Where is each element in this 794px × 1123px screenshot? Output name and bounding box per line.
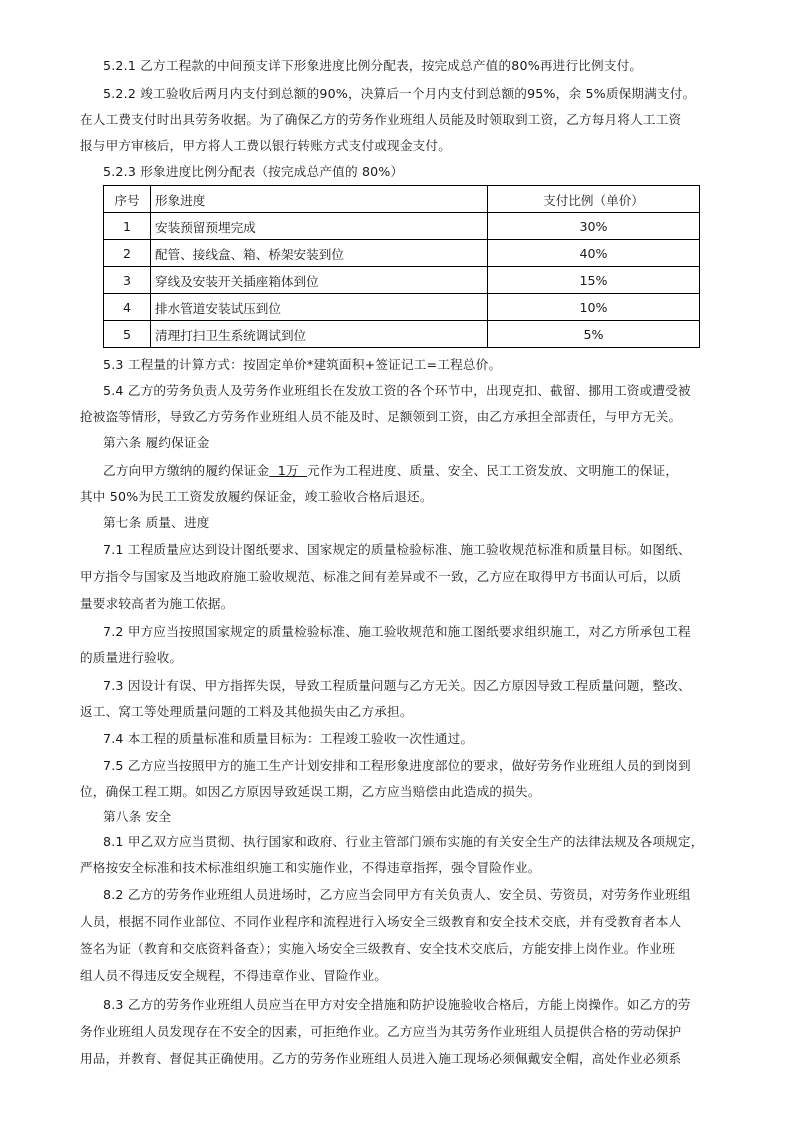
cell-progress: 安装预留预埋完成 [151, 213, 488, 240]
cell-index: 4 [104, 294, 151, 321]
cell-index: 1 [104, 213, 151, 240]
cell-progress: 穿线及安装开关插座箱体到位 [151, 267, 488, 294]
clause-5-4: 5.4 乙方的劳务负责人及劳务作业班组长在发放工资的各个环节中，出现克扣、截留、挪用工资或遭受被 [103, 383, 691, 398]
article-7-heading: 第七条 质量、进度 [103, 515, 210, 530]
article-8-heading: 第八条 安全 [103, 809, 172, 824]
deposit-prefix: 乙方向甲方缴纳的履约保证金 [103, 463, 270, 478]
header-ratio: 支付比例（单价） [488, 186, 700, 213]
clause-7-3: 7.3 因设计有误、甲方指挥失误，导致工程质量问题与乙方无关。因乙方原因导致工程质量问题，整改、 [103, 678, 691, 693]
clause-5-2-2: 5.2.2 竣工验收后两月内支付到总额的90%，决算后一个月内支付到总额的95%，余 5%质保期满支付。 [103, 86, 696, 101]
clause-7-1-cont-1: 甲方指令与国家及当地政府施工验收规范、标准之间有差异或不一致，乙方应在取得甲方书面认可后，以质 [80, 569, 682, 584]
clause-5-2-1: 5.2.1 乙方工程款的中间预支详下形象进度比例分配表，按完成总产值的80%再进行比例支付。 [103, 58, 643, 73]
header-progress: 形象进度 [151, 186, 488, 213]
clause-7-2-cont: 的质量进行验收。 [80, 650, 183, 665]
table-row [104, 294, 700, 321]
deposit-amount: 1万 [269, 463, 308, 478]
cell-index: 3 [104, 267, 151, 294]
clause-5-2-2-cont-2: 报与甲方审核后，甲方将人工费以银行转账方式支付或现金支付。 [80, 138, 452, 153]
clause-8-2-cont-2: 签名为证（教育和交底资料备查）；实施入场安全三级教育、安全技术交底后，方能安排上岗作业。作业班 [80, 941, 676, 956]
table-row [104, 267, 700, 294]
deposit-line [103, 461, 678, 481]
clause-8-3: 8.3 乙方的劳务作业班组人员应当在甲方对安全措施和防护设施验收合格后，方能上岗操作。如乙方的劳 [103, 997, 691, 1012]
cell-ratio: 15% [488, 267, 700, 294]
clause-8-1: 8.1 甲乙双方应当贯彻、执行国家和政府、行业主管部门颁布实施的有关安全生产的法律法规及各项规定， [103, 834, 704, 849]
clause-7-4: 7.4 本工程的质量标准和质量目标为：工程竣工验收一次性通过。 [103, 731, 474, 746]
clause-5-4-cont: 抢被盗等情形，导致乙方劳务作业班组人员不能及时、足额领到工资，由乙方承担全部责任，与甲方无关。 [80, 409, 682, 424]
clause-8-2-cont-1: 人员，根据不同作业部位、不同作业程序和流程进行入场安全三级教育和安全技术交底，并有受教育者本人 [80, 914, 682, 929]
clause-8-1-cont: 严格按安全标准和技术标准组织施工和实施作业，不得违章指挥，强令冒险作业。 [80, 860, 541, 875]
clause-8-3-cont-2: 用品，并教育、督促其正确使用。乙方的劳务作业班组人员进入施工现场必须佩戴安全帽，高处作业必须系 [80, 1051, 682, 1066]
clause-7-3-cont: 返工、窝工等处理质量问题的工料及其他损失由乙方承担。 [80, 704, 413, 719]
clause-7-5: 7.5 乙方应当按照甲方的施工生产计划安排和工程形象进度部位的要求，做好劳务作业班组人员的到岗到 [103, 758, 691, 773]
deposit-suffix: 元作为工程进度、质量、安全、民工工资发放、文明施工的保证， [307, 463, 679, 478]
cell-progress: 排水管道安装试压到位 [151, 294, 488, 321]
clause-7-1: 7.1 工程质量应达到设计图纸要求、国家规定的质量检验标准、施工验收规范标准和质量目标。如图纸、 [103, 542, 691, 557]
article-6-heading: 第六条 履约保证金 [103, 435, 210, 450]
clause-5-2-2-cont-1: 在人工费支付时出具劳务收据。为了确保乙方的劳务作业班组人员能及时领取到工资，乙方每月将人工工资 [80, 112, 682, 127]
cell-progress: 配管、接线盒、箱、桥架安装到位 [151, 240, 488, 267]
deposit-line-2: 其中 50%为民工工资发放履约保证金，竣工验收合格后退还。 [80, 489, 433, 504]
cell-ratio: 40% [488, 240, 700, 267]
cell-ratio: 5% [488, 321, 700, 348]
clause-5-3: 5.3 工程量的计算方式：按固定单价*建筑面积+签证记工=工程总价。 [103, 357, 502, 372]
table-row [104, 240, 700, 267]
clause-8-3-cont-1: 务作业班组人员发现存在不安全的因素，可拒绝作业。乙方应当为其劳务作业班组人员提供合格的劳动保护 [80, 1024, 682, 1039]
progress-payment-table [103, 185, 700, 348]
cell-index: 2 [104, 240, 151, 267]
clause-7-5-cont: 位，确保工程工期。如因乙方原因导致延误工期，乙方应当赔偿由此造成的损失。 [80, 784, 541, 799]
cell-ratio: 30% [488, 213, 700, 240]
table-row [104, 321, 700, 348]
clause-8-2-cont-3: 组人员不得违反安全规程，不得违章作业、冒险作业。 [80, 968, 388, 983]
cell-ratio: 10% [488, 294, 700, 321]
table-row [104, 213, 700, 240]
clause-5-2-3-caption: 5.2.3 形象进度比例分配表（按完成总产值的 80%） [103, 164, 404, 179]
clause-7-2: 7.2 甲方应当按照国家规定的质量检验标准、施工验收规范和施工图纸要求组织施工，对乙方所承包工程 [103, 624, 691, 639]
clause-8-2: 8.2 乙方的劳务作业班组人员进场时，乙方应当会同甲方有关负责人、安全员、劳资员，对劳务作业班组 [103, 887, 691, 902]
clause-7-1-cont-2: 量要求较高者为施工依据。 [80, 596, 234, 611]
header-index: 序号 [104, 186, 151, 213]
cell-progress: 清理打扫卫生系统调试到位 [151, 321, 488, 348]
table-header-row [104, 186, 700, 213]
cell-index: 5 [104, 321, 151, 348]
